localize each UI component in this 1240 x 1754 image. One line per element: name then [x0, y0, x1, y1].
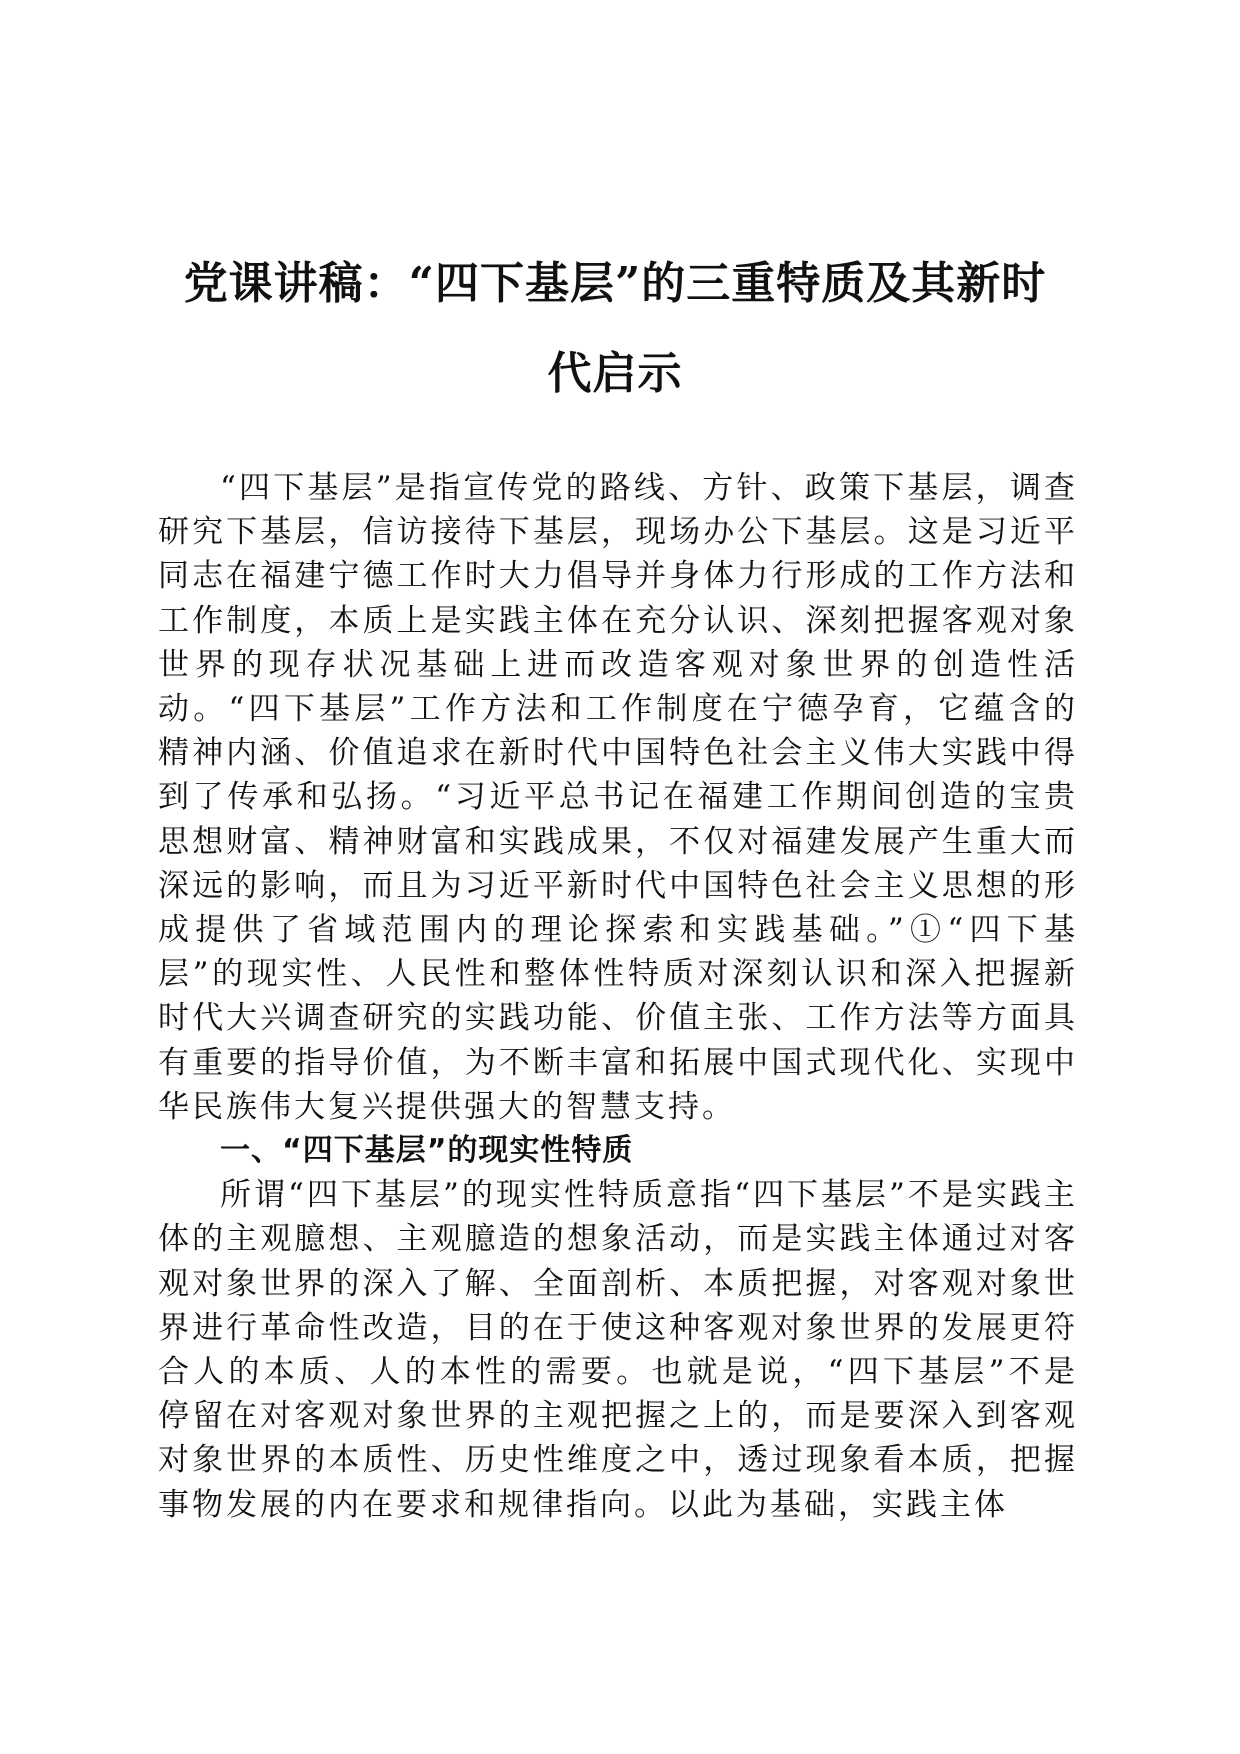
document-body — [158, 466, 1078, 1527]
body-paragraph-2: 所谓“四下基层”的现实性特质意指“四下基层”不是实践主体的主观臆想、主观臆造的想象活动，而是实践主体通过对客观对象世界的深入了解、全面剖析、本质把握，对客观对象世界进行革命性改造，目的在于使这种客观对象世界的发展更符合人的本质、人的本性的需要。也就是说，“四下基层”不是停留在对客观对象世界的主观把握之上的，而是要深入到客观对象世界的本质性、历史性维度之中，透过现象看本质，把握事物发展的内在要求和规律指向。以此为基础，实践主体 — [158, 1177, 1078, 1523]
body-paragraph-1: “四下基层”是指宣传党的路线、方针、政策下基层，调查研究下基层，信访接待下基层，现场办公下基层。这是习近平同志在福建宁德工作时大力倡导并身体力行形成的工作方法和工作制度，本质上是实践主体在充分认识、深刻把握客观对象世界的现存状况基础上进而改造客观对象世界的创造性活动。“四下基层”工作方法和工作制度在宁德孕育，它蕴含的精神内涵、价值追求在新时代中国特色社会主义伟大实践中得到了传承和弘扬。“习近平总书记在福建工作期间创造的宝贵思想财富、精神财富和实践成果，不仅对福建发展产生重大而深远的影响，而且为习近平新时代中国特色社会主义思想的形成提供了省域范围内的理论探索和实践基础。”①“四下基层”的现实性、人民性和整体性特质对深刻认识和深入把握新时代大兴调查研究的实践功能、价值主张、工作方法等方面具有重要的指导价值，为不断丰富和拓展中国式现代化、实现中华民族伟大复兴提供强大的智慧支持。 — [158, 470, 1078, 1125]
section-heading-1: 一、“四下基层”的现实性特质 — [220, 1133, 634, 1169]
document-title-line-1: 党课讲稿：“四下基层”的三重特质及其新时 — [183, 258, 1047, 309]
document-title-line-2: 代启示 — [547, 348, 683, 399]
